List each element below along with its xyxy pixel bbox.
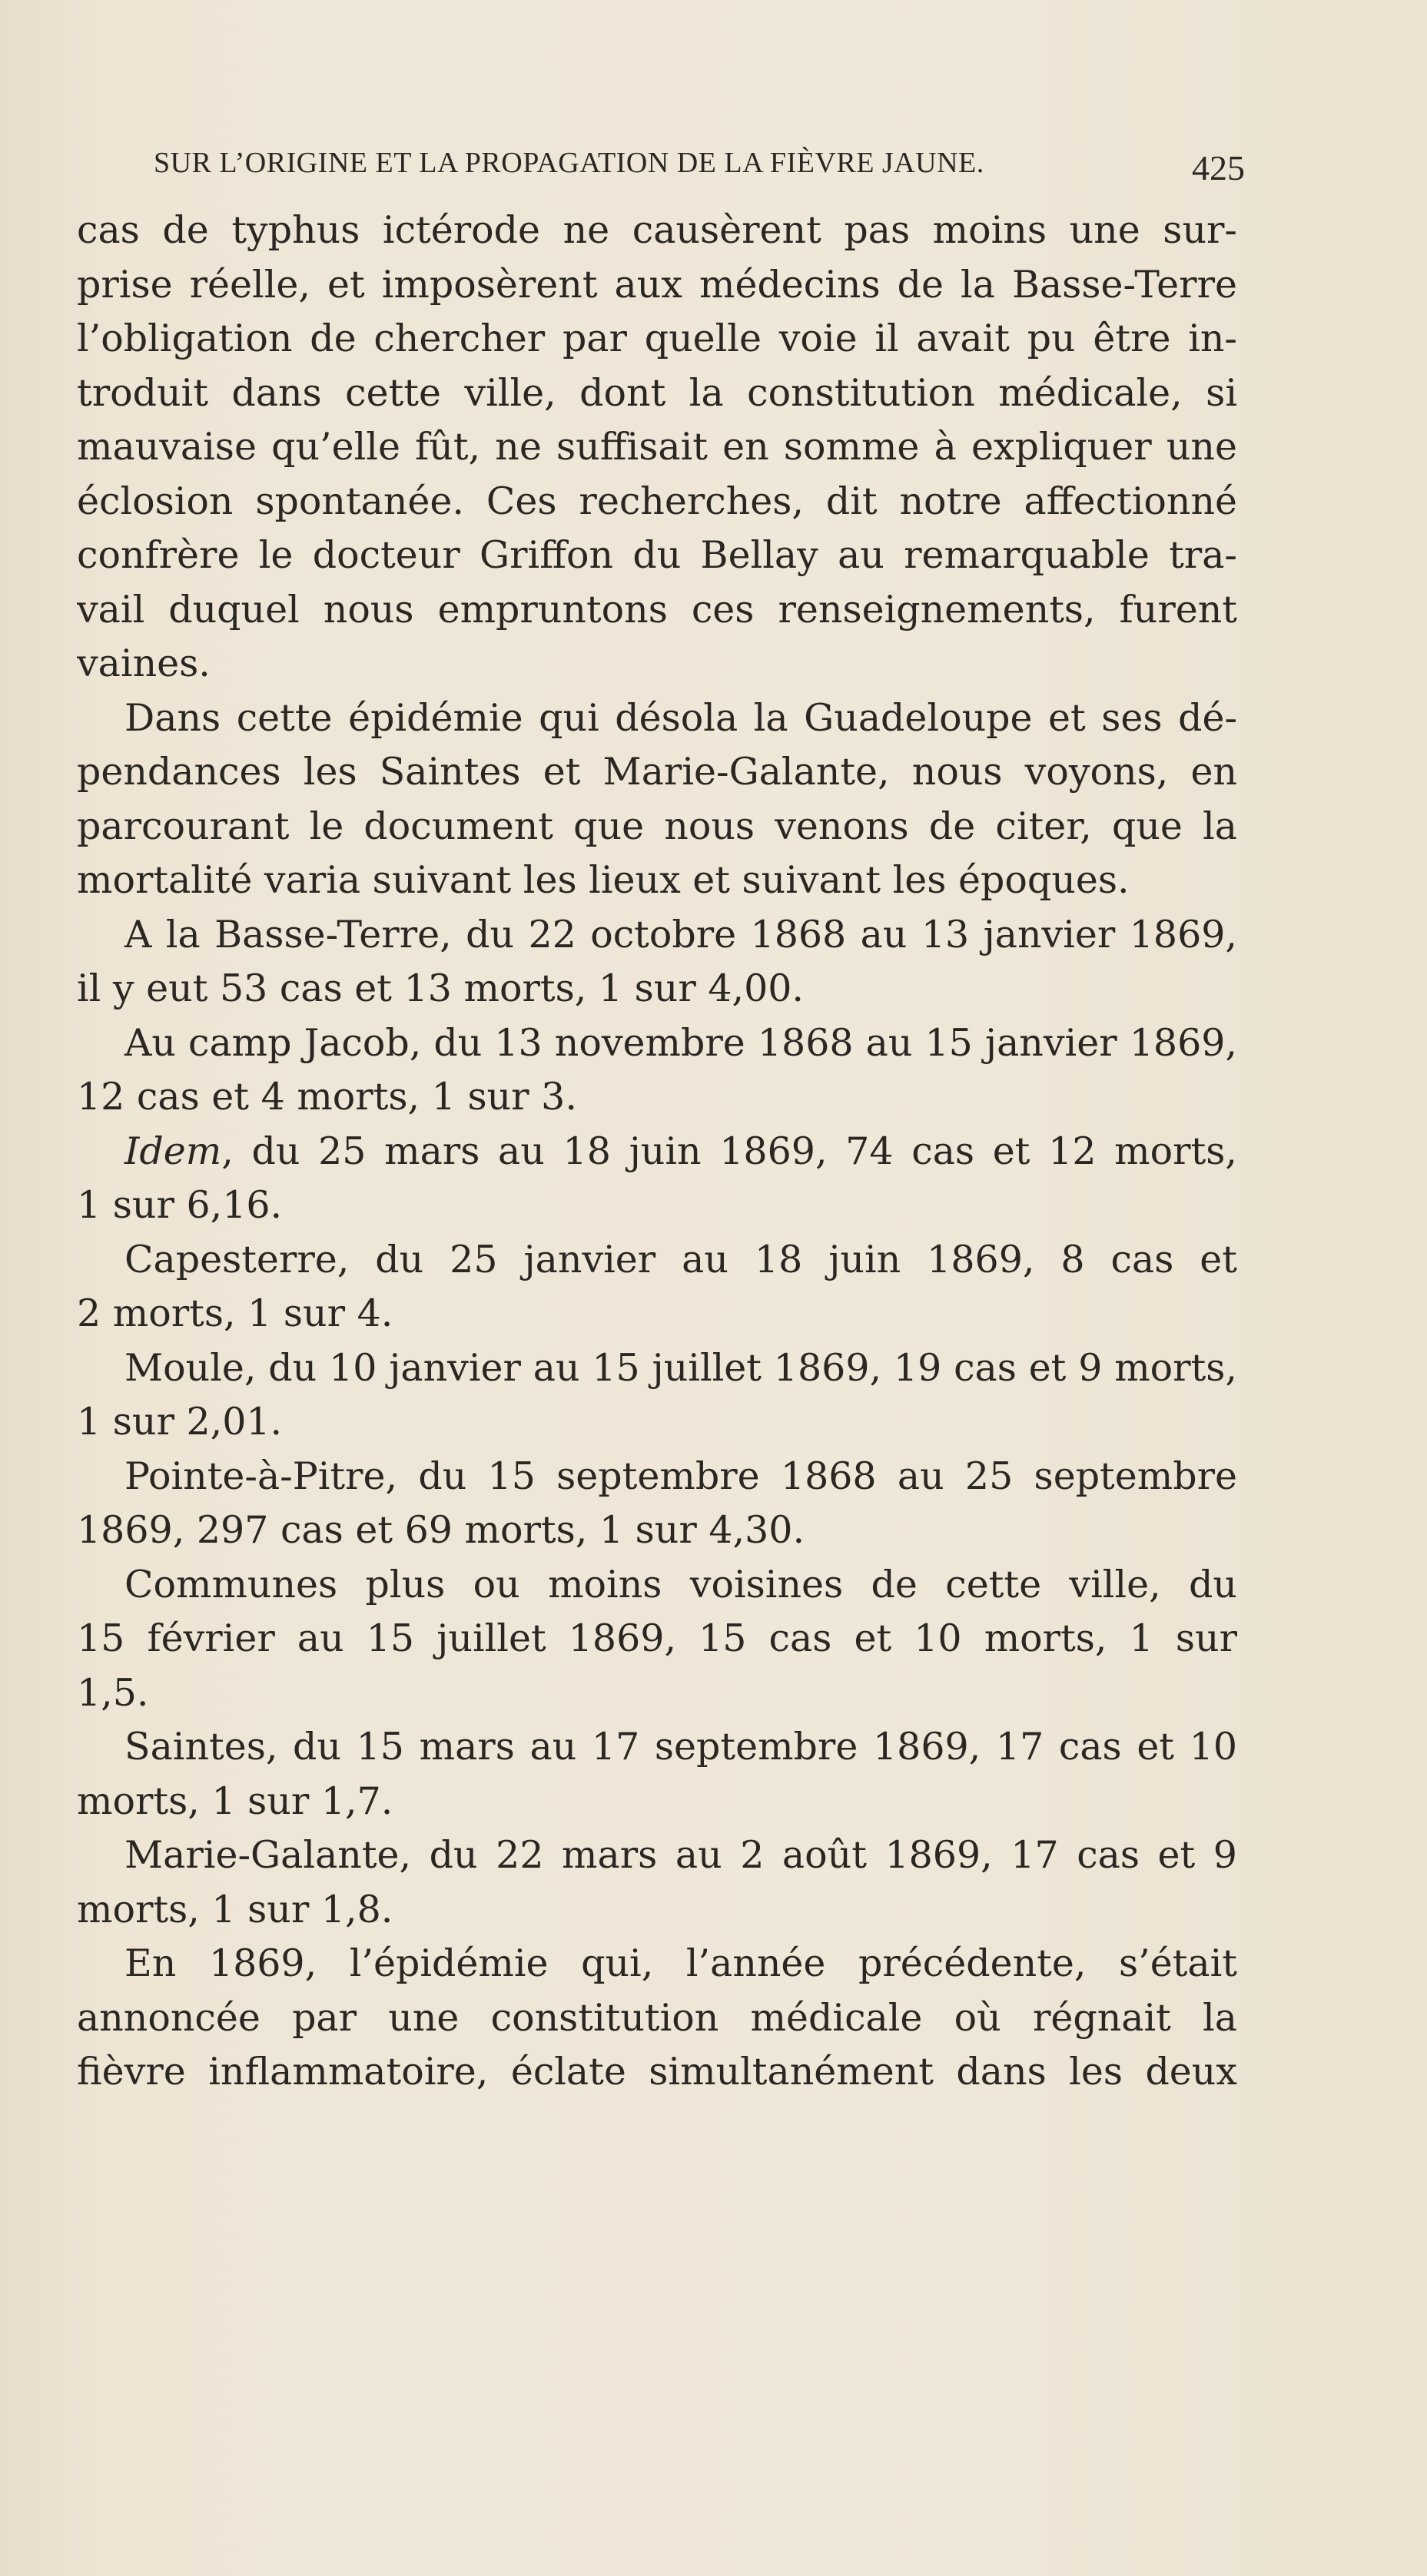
paragraph-start-line: Au camp Jacob, du 13 novembre 1868 au 15 janvier 1869, (124, 1020, 1237, 1065)
text-line: annoncée par une constitution médicale où régnait la (77, 1995, 1237, 2040)
paragraph-start-line: Capesterre, du 25 janvier au 18 juin 1869, 8 cas et (124, 1237, 1237, 1281)
paragraph-start-line: Moule, du 10 janvier au 15 juillet 1869, 19 cas et 9 morts, (124, 1345, 1237, 1390)
paragraph-start-line (77, 1125, 1237, 1179)
text-line: mortalité varia suivant les lieux et suivant les époques. (77, 858, 1130, 902)
text-line: cas de typhus ictérode ne causèrent pas moins une sur- (77, 208, 1237, 252)
text-line: éclosion spontanée. Ces recherches, dit notre affectionné (77, 479, 1237, 523)
text-line: vaines. (77, 642, 211, 685)
paragraph-start-line: Communes plus ou moins voisines de cette ville, du (124, 1562, 1237, 1606)
text-line: morts, 1 sur 1,8. (77, 1887, 393, 1931)
paragraph-start-line: Dans cette épidémie qui désola la Guadeloupe et ses dé- (124, 695, 1237, 740)
text-line: fièvre inflammatoire, éclate simultanément dans les deux (77, 2050, 1237, 2094)
paragraph-start-line: Marie-Galante, du 22 mars au 2 août 1869, 17 cas et 9 (124, 1833, 1237, 1877)
running-head (154, 146, 1245, 192)
text-line: morts, 1 sur 1,7. (77, 1779, 393, 1823)
text-line: 2 morts, 1 sur 4. (77, 1291, 393, 1335)
body-text (77, 204, 1237, 2100)
paragraph-start-line: En 1869, l’épidémie qui, l’année précédente, s’était (124, 1941, 1237, 1985)
page-number: 425 (1192, 148, 1245, 187)
paragraph-start-line: Pointe-à-Pitre, du 15 septembre 1868 au 25 septembre (124, 1454, 1237, 1498)
italic-idem: Idem (124, 1129, 222, 1173)
text-line: vail duquel nous empruntons ces renseignements, furent (77, 587, 1237, 632)
running-head-title: SUR L’ORIGINE ET LA PROPAGATION DE LA FIÈVRE JAUNE. (154, 147, 984, 179)
text-line: 1869, 297 cas et 69 morts, 1 sur 4,30. (77, 1508, 805, 1552)
paragraph-start-line: A la Basse-Terre, du 22 octobre 1868 au 13 janvier 1869, (124, 912, 1237, 956)
text-line: confrère le docteur Griffon du Bellay au remarquable tra- (77, 533, 1237, 577)
text-line: parcourant le document que nous venons de citer, que la (77, 804, 1237, 848)
text-line: l’obligation de chercher par quelle voie il avait pu être in- (77, 317, 1237, 360)
text-line: mauvaise qu’elle fût, ne suffisait en somme à expliquer une (77, 425, 1237, 469)
text-line: prise réelle, et imposèrent aux médecins de la Basse-Terre (77, 262, 1237, 307)
text-line: pendances les Saintes et Marie-Galante, nous voyons, en (77, 750, 1237, 794)
paragraph-start-line: Saintes, du 15 mars au 17 septembre 1869, 17 cas et 10 (124, 1725, 1237, 1769)
text-line: 1 sur 2,01. (77, 1400, 283, 1444)
text-line: 12 cas et 4 morts, 1 sur 3. (77, 1075, 577, 1119)
text-line-rest: , du 25 mars au 18 juin 1869, 74 cas et 12 morts, (221, 1129, 1237, 1173)
text-line: il y eut 53 cas et 13 morts, 1 sur 4,00. (77, 966, 805, 1010)
text-line: troduit dans cette ville, dont la constitution médicale, si (77, 370, 1237, 415)
text-line: 1,5. (77, 1670, 149, 1715)
text-line: 1 sur 6,16. (77, 1183, 283, 1227)
text-line: 15 février au 15 juillet 1869, 15 cas et 10 morts, 1 sur (77, 1616, 1237, 1660)
